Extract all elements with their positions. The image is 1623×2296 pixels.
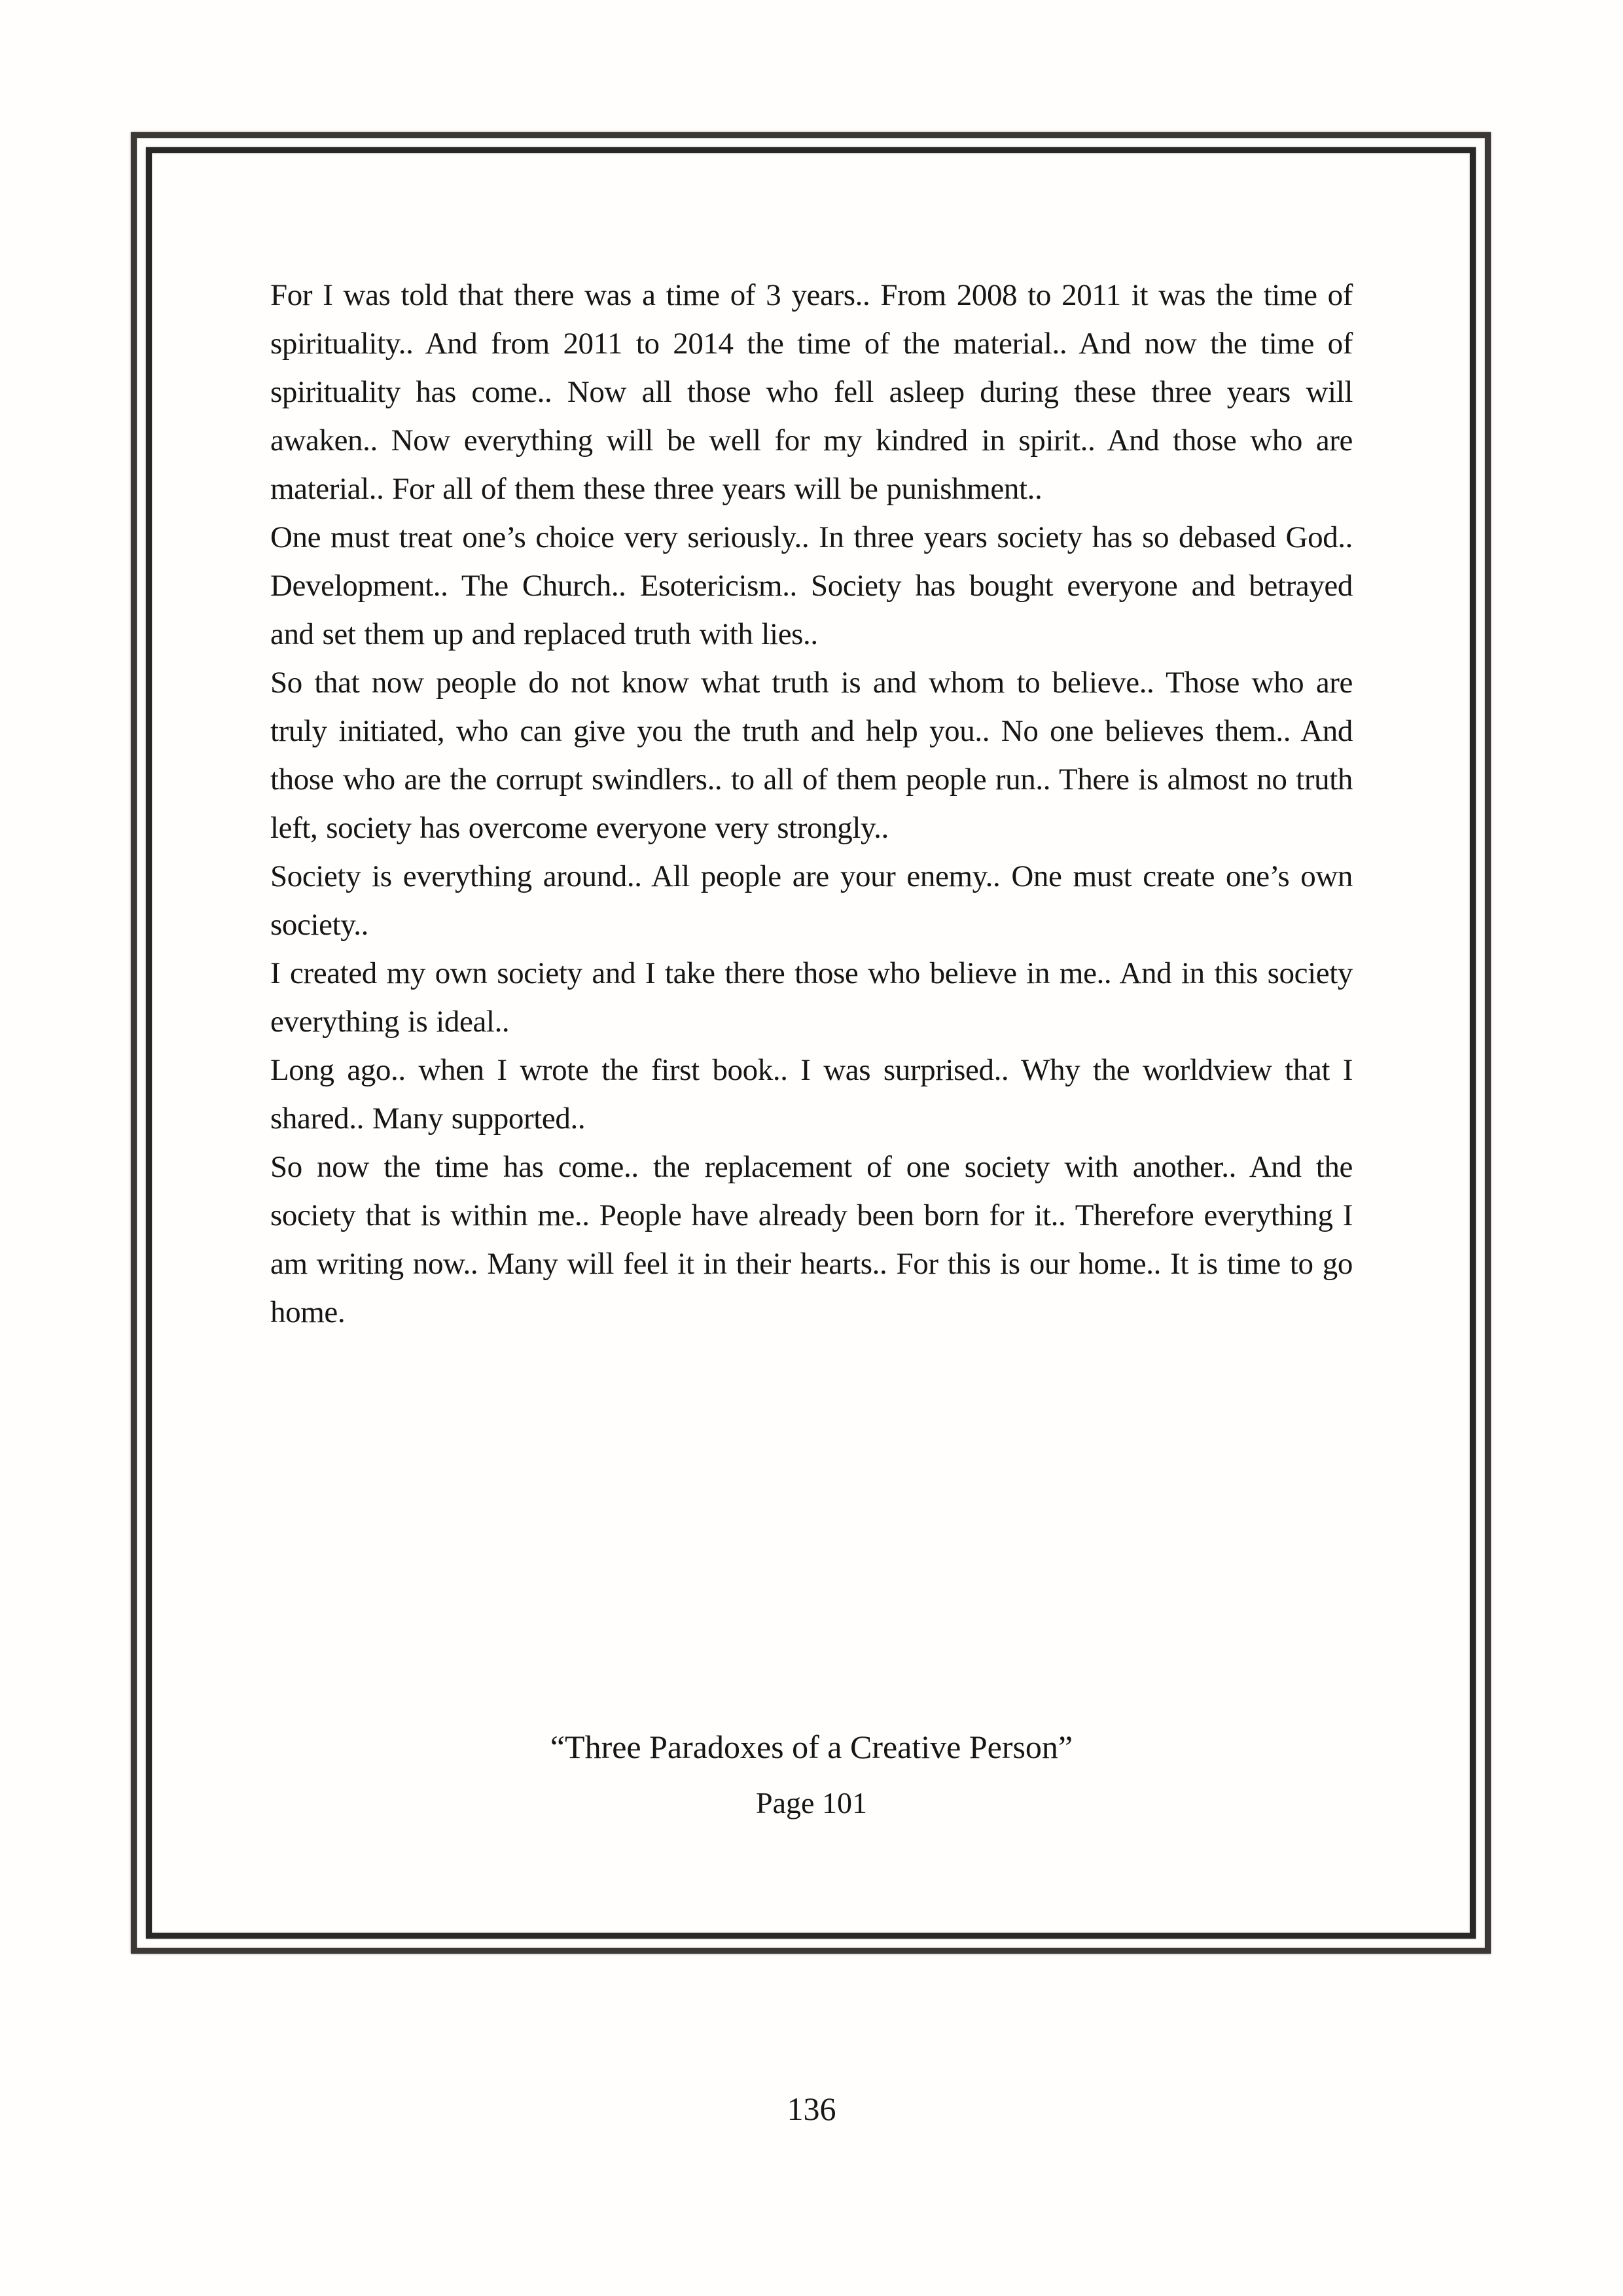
body-paragraph-5: I created my own society and I take there those who believe in me.. And in this society everything is ideal.. xyxy=(270,956,1353,1039)
body-paragraph-4: Society is everything around.. All people are your enemy.. One must create one’s own society.. xyxy=(270,859,1353,942)
body-paragraph-7: So now the time has come.. the replacement of one society with another.. And the society that is within me.. People have already been born for it.. Therefore everything I am writing now.. Many will feel it in their hearts.. For this is our home.. It is time to go home. xyxy=(270,1150,1353,1329)
folio-page-number: 136 xyxy=(787,2090,836,2127)
body-paragraph-6: Long ago.. when I wrote the first book.. I was surprised.. Why the worldview that I shared.. Many supported.. xyxy=(270,1053,1353,1136)
body-paragraph-2: One must treat one’s choice very seriously.. In three years society has so debased God.. Development.. The Church.. Esotericism.. Society has bought everyone and betrayed and set them up and replaced truth with lies.. xyxy=(270,520,1353,651)
page-body-text xyxy=(270,271,1353,1336)
body-paragraph-3: So that now people do not know what truth is and whom to believe.. Those who are truly initiated, who can give you the truth and help you.. No one believes them.. And those who are the corrupt swindlers.. to all of them people run.. There is almost no truth left, society has overcome everyone very strongly.. xyxy=(270,666,1353,845)
body-paragraph-1: For I was told that there was a time of 3 years.. From 2008 to 2011 it was the time of spirituality.. And from 2011 to 2014 the time of the material.. And now the time of spirituality has come.. Now all those who fell asleep during these three years will awaken.. Now everything will be well for my kindred in spirit.. And those who are material.. For all of them these three years will be punishment.. xyxy=(270,278,1353,506)
figure-caption-page-reference: Page 101 xyxy=(756,1786,867,1820)
figure-caption-title: “Three Paradoxes of a Creative Person” xyxy=(550,1729,1073,1765)
